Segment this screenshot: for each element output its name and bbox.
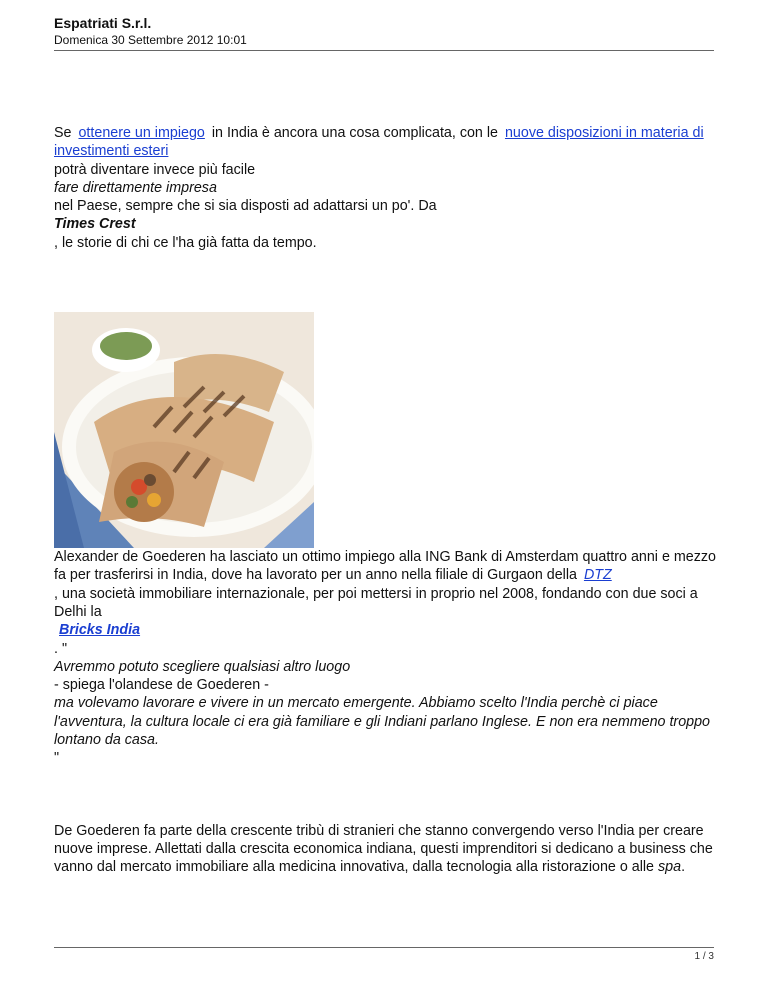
food-photo — [54, 312, 314, 548]
publish-date: Domenica 30 Settembre 2012 10:01 — [54, 33, 247, 47]
source-name: Times Crest — [54, 216, 136, 233]
header-divider — [54, 50, 714, 51]
story-paragraph — [54, 548, 718, 768]
quote-text: Avremmo potuto scegliere qualsiasi altro luogo — [54, 658, 351, 675]
link-bricks-india[interactable]: Bricks India — [59, 622, 141, 639]
intro-text: in India è ancora una cosa complicata, con le — [211, 125, 498, 141]
closing-paragraph — [54, 822, 718, 877]
link-dtz[interactable]: DTZ — [583, 567, 612, 584]
intro-text: , le storie di chi ce l'ha già fatta da tempo. — [54, 234, 317, 251]
intro-text: potrà diventare invece più facile — [54, 161, 256, 178]
quote-open: . " — [54, 640, 68, 657]
document-header — [54, 14, 714, 47]
company-name: Espatriati S.r.l. — [54, 15, 152, 31]
quote-attribution: - spiega l'olandese de Goederen - — [54, 677, 269, 694]
link-nuove-disposizioni[interactable]: nuove disposizioni in materia di investimenti esteri — [54, 125, 704, 160]
intro-italic: fare direttamente impresa — [54, 179, 217, 196]
page-number: 1 / 3 — [694, 951, 714, 962]
article-body — [54, 124, 718, 877]
intro-text: Se — [54, 125, 72, 141]
link-ottenere-impiego[interactable]: ottenere un impiego — [78, 125, 205, 141]
footer-divider — [54, 947, 714, 948]
closing-italic: spa — [658, 859, 682, 876]
quote-close: " — [54, 750, 60, 767]
story-text: , una società immobiliare internazionale, per poi mettersi in proprio nel 2008, fondando con due soci a Delhi la — [54, 585, 698, 620]
closing-text: De Goederen fa parte della crescente tribù di stranieri che stanno convergendo verso l'India per creare nuove imprese. Allettati dalla crescita economica indiana, questi imprenditori si dedicano a business che vanno dal mercato immobiliare alla medicina innovativa, dalla tecnologia alla ristorazione o alle — [54, 822, 713, 876]
closing-period: . — [681, 859, 686, 876]
quote-text: ma volevamo lavorare e vivere in un mercato emergente. Abbiamo scelto l'India perchè ci piace l'avventura, la cultura locale ci era già familiare e gli Indiani parlano Inglese. E non era nemmeno troppo lontano da casa. — [54, 695, 710, 749]
paragraph-gap — [54, 768, 718, 822]
story-text: Alexander de Goederen ha lasciato un ottimo impiego alla ING Bank di Amsterdam quattro anni e mezzo fa per trasferirsi in India, dove ha lavorato per un anno nella filiale di Gurgaon della — [54, 549, 716, 584]
intro-paragraph — [54, 124, 718, 252]
intro-text: nel Paese, sempre che si sia disposti ad adattarsi un po'. Da — [54, 198, 437, 215]
